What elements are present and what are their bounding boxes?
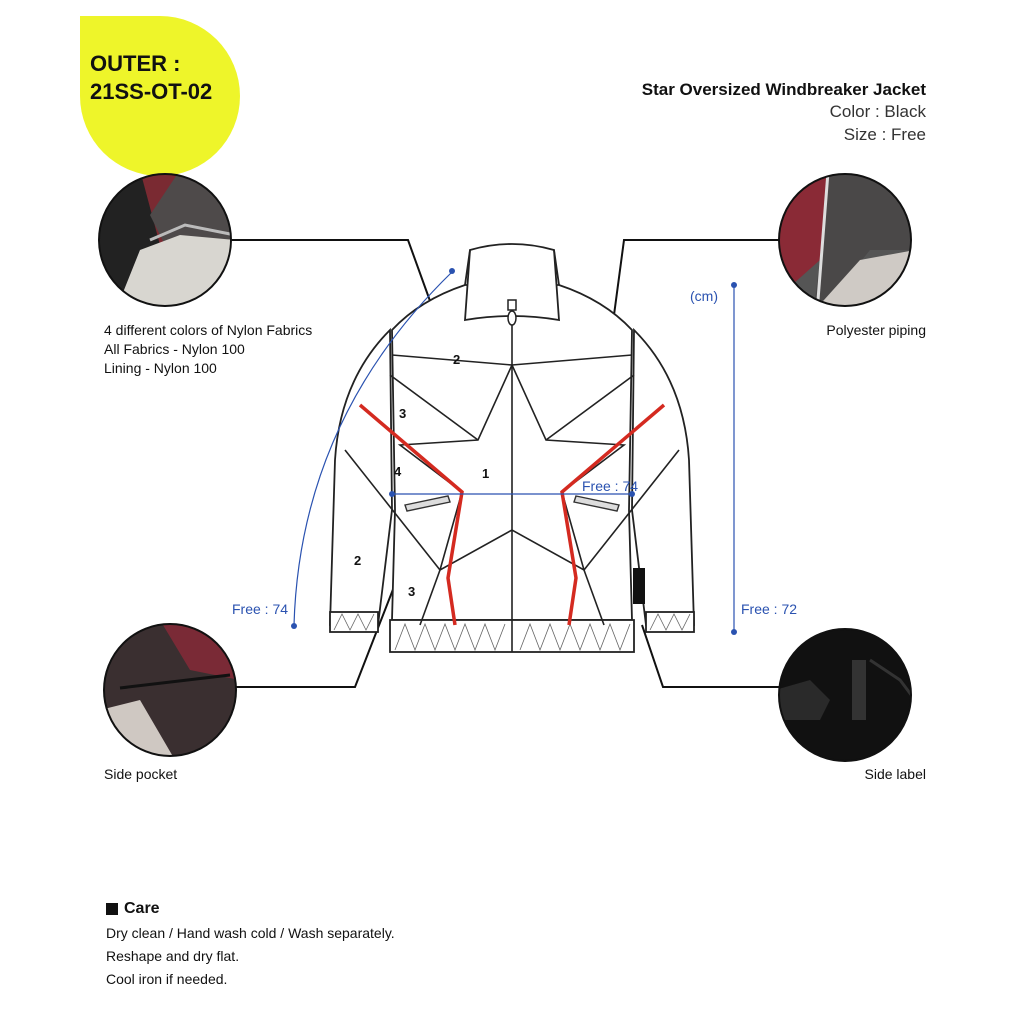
- label-caption: Side label: [864, 766, 926, 782]
- zipper-pull: [508, 300, 516, 325]
- square-bullet-icon: [106, 903, 118, 915]
- pocket-detail-photo: [100, 620, 240, 760]
- care-title: Care: [124, 900, 160, 917]
- pocket-caption: Side pocket: [104, 766, 178, 782]
- product-size: Size : Free: [843, 125, 926, 144]
- style-code-value: 21SS-OT-02: [90, 79, 213, 104]
- measure-chest: Free : 74: [582, 478, 639, 494]
- label-detail-photo: [775, 625, 915, 765]
- fabric-caption-line: Lining - Nylon 100: [104, 360, 217, 376]
- product-color: Color : Black: [829, 102, 926, 121]
- care-line: Dry clean / Hand wash cold / Wash separately.: [106, 925, 395, 941]
- measure-unit: (cm): [690, 288, 718, 304]
- fabric-caption: [104, 321, 312, 378]
- fabric-detail-photo: [95, 170, 235, 310]
- piping-caption: Polyester piping: [826, 322, 926, 338]
- care-heading: [106, 900, 395, 918]
- fabric-caption-line: 4 different colors of Nylon Fabrics: [104, 322, 313, 338]
- measure-length: Free : 72: [741, 601, 798, 617]
- panel-number: 2: [354, 553, 362, 568]
- product-name: Star Oversized Windbreaker Jacket: [641, 80, 926, 99]
- panel-number: 3: [399, 406, 407, 421]
- side-label-tab: [633, 568, 645, 604]
- panel-number: 3: [408, 584, 416, 599]
- panel-number: 2: [453, 352, 461, 367]
- care-line: Cool iron if needed.: [106, 971, 228, 987]
- care-line: Reshape and dry flat.: [106, 948, 240, 964]
- fabric-caption-line: All Fabrics - Nylon 100: [104, 341, 245, 357]
- piping-detail-photo: [775, 170, 915, 310]
- style-code-label: OUTER :: [90, 51, 181, 76]
- measure-sleeve: Free : 74: [232, 601, 289, 617]
- panel-number: 1: [482, 466, 490, 481]
- care-section: [106, 900, 395, 991]
- panel-number: 4: [394, 464, 402, 479]
